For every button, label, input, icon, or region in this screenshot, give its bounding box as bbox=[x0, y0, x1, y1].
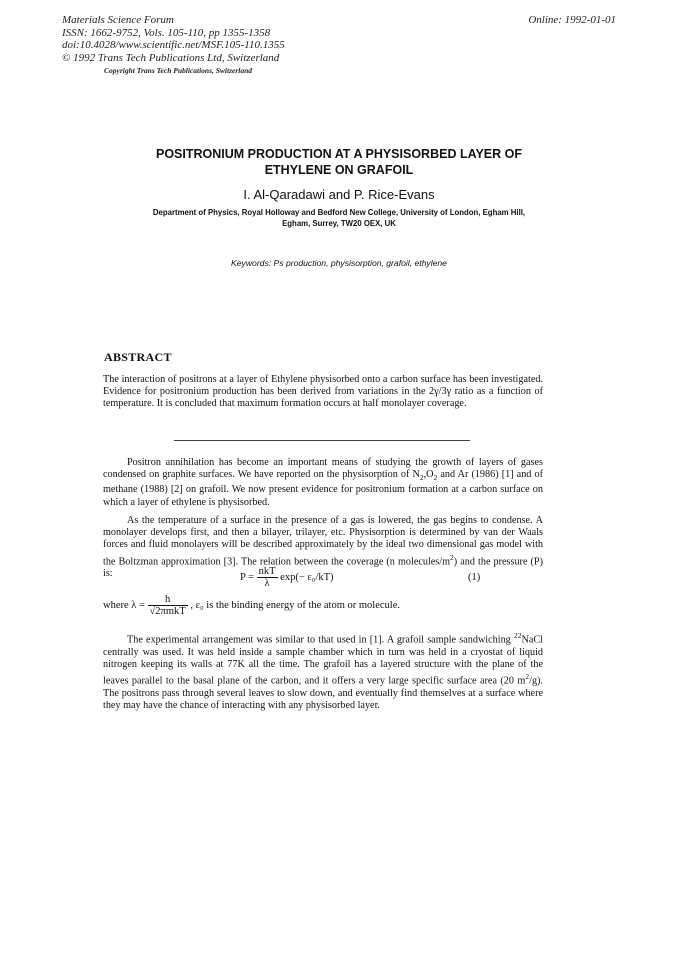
eq-denominator: λ bbox=[264, 578, 270, 589]
body-paragraph-3 bbox=[103, 630, 543, 712]
paper-title bbox=[100, 146, 578, 178]
eq-rhs: exp(− ε₀/kT) bbox=[280, 571, 334, 583]
eq-lhs: P = bbox=[240, 571, 254, 583]
copyright-notice: Copyright Trans Tech Publications, Switzerland bbox=[104, 66, 253, 75]
online-date: Online: 1992-01-01 bbox=[528, 14, 616, 26]
p1-sub-1: 2 bbox=[419, 473, 424, 483]
where-clause bbox=[103, 594, 400, 617]
issn-line: ISSN: 1662-9752, Vols. 105-110, pp 1355-1358 bbox=[62, 26, 271, 39]
body-paragraph-1 bbox=[103, 457, 543, 509]
p2-sup: 2 bbox=[450, 552, 454, 562]
title-line-1: POSITRONIUM PRODUCTION AT A PHYSISORBED LAYER OF bbox=[156, 147, 522, 161]
p3-sup-2: 2 bbox=[525, 672, 530, 681]
equation-1 bbox=[240, 566, 334, 589]
p3-sup-1: 22 bbox=[513, 631, 522, 640]
affiliation bbox=[100, 207, 578, 229]
p1-text-a: Positron annihilation has become an important means of studying the growth of layers of gases condensed on graphite surfaces. We have reported on the physisorption of N bbox=[103, 457, 543, 481]
where-fraction bbox=[148, 594, 188, 617]
where-lhs: where λ = bbox=[103, 599, 145, 611]
p1-sub-2: 2 bbox=[433, 473, 438, 483]
where-rest: , ε₀ is the binding energy of the atom or molecule. bbox=[190, 599, 400, 611]
affiliation-line-2: Egham, Surrey, TW20 OEX, UK bbox=[282, 219, 396, 228]
abstract-text: The interaction of positrons at a layer of Ethylene physisorbed onto a carbon surface has been investigated. Evidence for positronium production has been derived from variations in the 2γ/3γ ratio as a function of temperature. It is concluded that maximum formation occurs at half monolayer coverage. bbox=[103, 374, 543, 410]
equation-number: (1) bbox=[468, 572, 481, 583]
authors: I. Al-Qaradawi and P. Rice-Evans bbox=[243, 187, 435, 202]
affiliation-line-1: Department of Physics, Royal Holloway and Bedford New College, University of London, Egham Hill, bbox=[152, 208, 526, 217]
p3-text-e: /g). The positrons pass through several leaves to slow down, and eventually find themselves at a surface where they may have the chance of interacting with any physisorbed layer. bbox=[103, 675, 543, 711]
title-line-2: ETHYLENE ON GRAFOIL bbox=[264, 163, 414, 177]
p3-text-c: NaCl centrally was used. It was held inside a sample chamber which in turn was held in a cryostat of liquid nitrogen keeping its walls at 77K all the time. The grafoil has a layered structure with the plane of the leaves parallel to the basal plane of the carbon, and it offers a very large specific surface area (20 m bbox=[103, 634, 543, 687]
p2-text-c: ) and the pressure (P) is: bbox=[103, 556, 543, 580]
doi-line: doi:10.4028/www.scientific.net/MSF.105-110.1355 bbox=[62, 39, 285, 51]
section-divider bbox=[174, 440, 470, 441]
eq-numerator: nkT bbox=[258, 566, 276, 577]
where-denominator: √2πmkT bbox=[149, 606, 186, 617]
abstract-heading: ABSTRACT bbox=[104, 350, 172, 364]
p2-text-a: As the temperature of a surface in the presence of a gas is lowered, the gas begins to condense. A monolayer develops first, and then a bilayer, trilayer, etc. Physisorption is determined by van der Waals forces and fluid monolayers will be described approximately by the ideal two dimensional gas model with the Boltzman approximation [3]. The relation between the coverage (n molecules/m bbox=[103, 515, 543, 567]
journal-name: Materials Science Forum bbox=[62, 14, 174, 26]
eq-fraction bbox=[257, 566, 278, 589]
p1-text-c: ,O bbox=[423, 469, 434, 481]
publisher-line: © 1992 Trans Tech Publications Ltd, Switzerland bbox=[62, 51, 280, 64]
where-numerator: h bbox=[148, 594, 188, 606]
journal-header bbox=[62, 14, 285, 64]
p3-text-a: The experimental arrangement was similar to that used in [1]. A grafoil sample sandwiching bbox=[127, 634, 514, 646]
keywords: Keywords: Ps production, physisorption, grafoil, ethylene bbox=[231, 258, 447, 268]
p1-text-e: and Ar (1986) [1] and of methane (1988) [2] on grafoil. We now present evidence for positronium formation at a carbon surface on which a layer of ethylene is physisorbed. bbox=[103, 469, 543, 508]
